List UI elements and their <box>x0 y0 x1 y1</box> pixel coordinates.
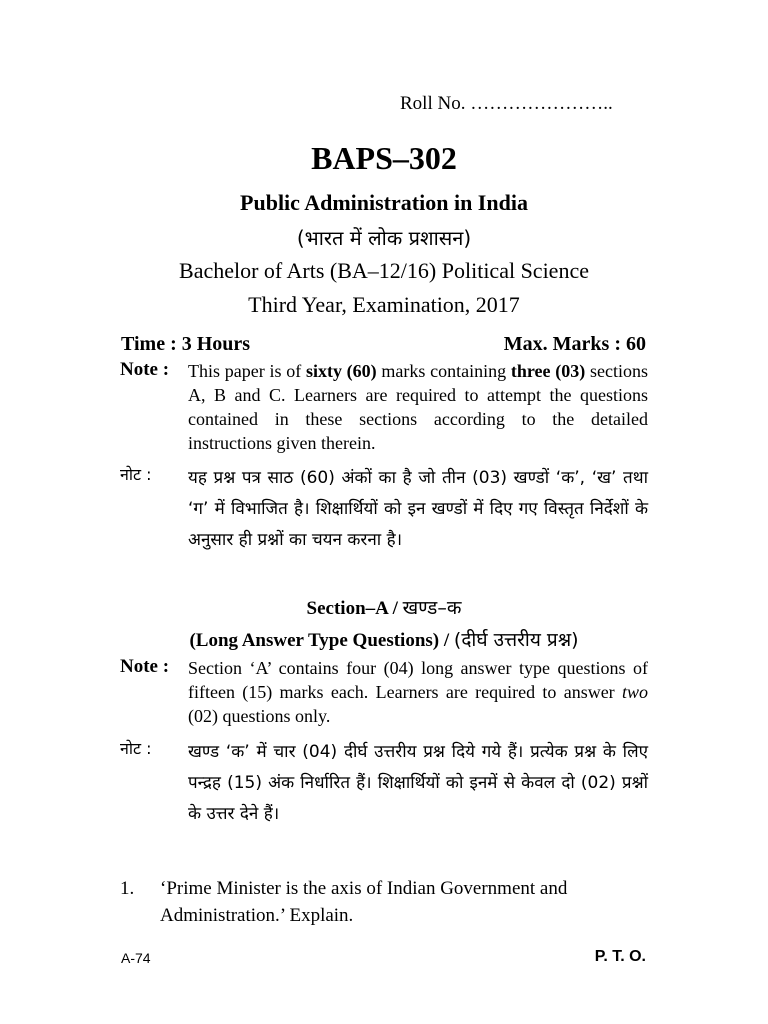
section-note-english <box>120 656 648 728</box>
subject-title-hindi: (भारत में लोक प्रशासन) <box>296 226 472 250</box>
program-name: Bachelor of Arts (BA–12/16) Political Science <box>179 258 589 283</box>
section-title-en: Section–A / <box>306 598 403 619</box>
section-title-hi: खण्ड–क <box>402 597 462 619</box>
general-note-english <box>120 359 648 455</box>
note-section-count: three (03) <box>510 361 586 381</box>
course-code: BAPS–302 <box>311 140 457 176</box>
note-text-part: sections A, B and C. Learners are required to attempt the questions contained in these sections according to the detailed instructions given therein. <box>188 361 648 453</box>
subject-title: Public Administration in India <box>240 190 528 215</box>
note-label: Note : <box>120 656 170 677</box>
exam-year: Third Year, Examination, 2017 <box>248 292 520 317</box>
please-turn-over: P. T. O. <box>594 948 646 965</box>
section-a-heading <box>0 594 768 620</box>
note-label: Note : <box>120 359 170 380</box>
question-item <box>120 875 648 929</box>
section-note-hindi <box>120 737 648 830</box>
note-text-part: (02) questions only. <box>188 706 331 726</box>
question-number: 1. <box>120 878 135 899</box>
note-text-hindi: खण्ड ‘क’ में चार (04) दीर्घ उत्तरीय प्रश्न दिये गये हैं। प्रत्येक प्रश्न के लिए पन्द्रह (15) अंक निर्धारित हैं। शिक्षार्थियों को इनमें से केवल दो (02) प्रश्नों के उत्तर देने हैं। <box>188 742 648 824</box>
question-type-hi: (दीर्घ उत्तरीय प्रश्न) <box>453 629 579 651</box>
question-text: ‘Prime Minister is the axis of Indian Government and Administration.’ Explain. <box>160 878 568 926</box>
max-marks: Max. Marks : 60 <box>503 333 646 355</box>
general-note-hindi <box>120 463 648 556</box>
note-text-part: This paper is of <box>188 361 306 381</box>
question-type-heading <box>0 626 768 652</box>
note-text-part: marks containing <box>376 361 511 381</box>
roll-number-field: Roll No. ………………….. <box>400 93 613 114</box>
paper-code: A-74 <box>121 950 151 966</box>
time-allowed: Time : 3 Hours <box>121 333 251 355</box>
note-text <box>188 359 648 455</box>
note-label-hindi: नोट : <box>120 739 152 758</box>
note-total-marks: sixty (60) <box>305 361 377 381</box>
note-text-hindi: यह प्रश्न पत्र साठ (60) अंकों का है जो तीन (03) खण्डों ‘क’, ‘ख’ तथा ‘ग’ में विभाजित है। शिक्षार्थियों को इन खण्डों में दिए गए विस्तृत निर्देशों के अनुसार ही प्रश्नों का चयन करना है। <box>188 468 648 550</box>
question-type-en: (Long Answer Type Questions) / <box>189 630 454 651</box>
note-text-part: Section ‘A’ contains four (04) long answer type questions of fifteen (15) marks each. Learners are required to answer <box>188 658 648 702</box>
note-answer-count: two <box>621 682 648 702</box>
note-text <box>188 656 648 728</box>
note-label-hindi: नोट : <box>120 465 152 484</box>
